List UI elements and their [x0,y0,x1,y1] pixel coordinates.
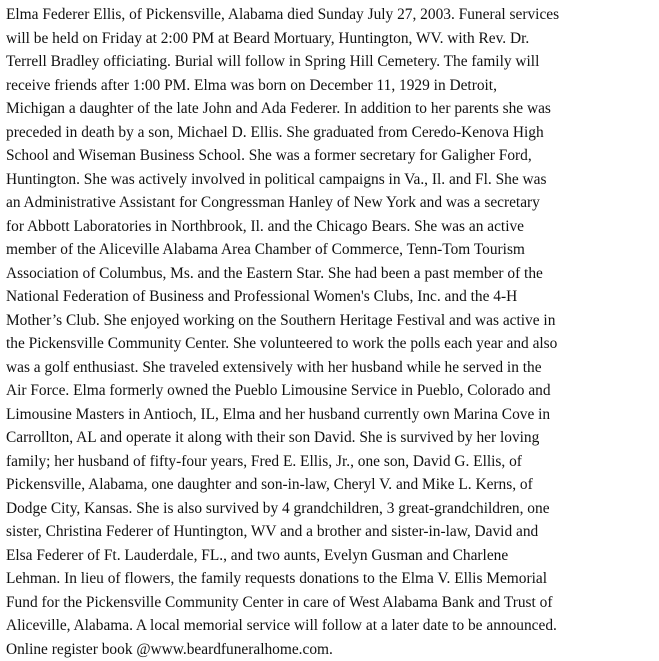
text-line-17: Air Force. Elma formerly owned the Pueblo Limousine Service in Pueblo, Colorado and [6,379,656,403]
text-line-3: Terrell Bradley officiating. Burial will follow in Spring Hill Cemetery. The family will [6,50,656,74]
text-line-13: National Federation of Business and Professional Women's Clubs, Inc. and the 4-H [6,285,656,309]
text-line-27: Aliceville, Alabama. A local memorial service will follow at a later date to be announced. [6,614,656,638]
text-line-28: Online register book @www.beardfuneralhome.com. [6,638,656,661]
text-line-19: Carrollton, AL and operate it along with their son David. She is survived by her loving [6,426,656,450]
text-line-11: member of the Aliceville Alabama Area Chamber of Commerce, Tenn-Tom Tourism [6,238,656,262]
text-line-22: Dodge City, Kansas. She is also survived by 4 grandchildren, 3 great-grandchildren, one [6,497,656,521]
text-line-23: sister, Christina Federer of Huntington, WV and a brother and sister-in-law, David and [6,520,656,544]
text-line-2: will be held on Friday at 2:00 PM at Beard Mortuary, Huntington, WV. with Rev. Dr. [6,27,656,51]
text-line-9: an Administrative Assistant for Congressman Hanley of New York and was a secretary [6,191,656,215]
text-line-6: preceded in death by a son, Michael D. Ellis. She graduated from Ceredo-Kenova High [6,121,656,145]
obituary-text [6,3,656,661]
text-line-26: Fund for the Pickensville Community Center in care of West Alabama Bank and Trust of [6,591,656,615]
text-line-21: Pickensville, Alabama, one daughter and son-in-law, Cheryl V. and Mike L. Kerns, of [6,473,656,497]
text-line-15: the Pickensville Community Center. She volunteered to work the polls each year and also [6,332,656,356]
text-line-4: receive friends after 1:00 PM. Elma was born on December 11, 1929 in Detroit, [6,74,656,98]
text-line-10: for Abbott Laboratories in Northbrook, Il. and the Chicago Bears. She was an active [6,215,656,239]
text-line-1: Elma Federer Ellis, of Pickensville, Alabama died Sunday July 27, 2003. Funeral services [6,3,656,27]
text-line-12: Association of Columbus, Ms. and the Eastern Star. She had been a past member of the [6,262,656,286]
text-line-5: Michigan a daughter of the late John and Ada Federer. In addition to her parents she was [6,97,656,121]
text-line-18: Limousine Masters in Antioch, IL, Elma and her husband currently own Marina Cove in [6,403,656,427]
text-line-20: family; her husband of fifty-four years, Fred E. Ellis, Jr., one son, David G. Ellis, of [6,450,656,474]
text-line-7: School and Wiseman Business School. She was a former secretary for Galigher Ford, [6,144,656,168]
text-line-25: Lehman. In lieu of flowers, the family requests donations to the Elma V. Ellis Memorial [6,567,656,591]
text-line-8: Huntington. She was actively involved in political campaigns in Va., Il. and Fl. She was [6,168,656,192]
text-line-14: Mother’s Club. She enjoyed working on the Southern Heritage Festival and was active in [6,309,656,333]
text-line-24: Elsa Federer of Ft. Lauderdale, FL., and two aunts, Evelyn Gusman and Charlene [6,544,656,568]
text-line-16: was a golf enthusiast. She traveled extensively with her husband while he served in the [6,356,656,380]
